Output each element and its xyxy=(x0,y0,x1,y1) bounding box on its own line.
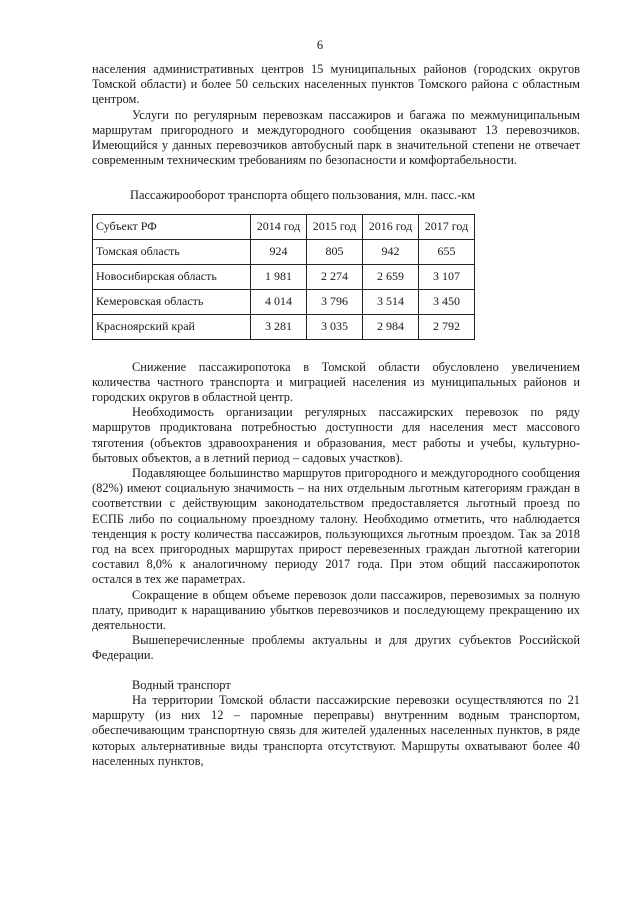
paragraph-reduction: Сокращение в общем объеме перевозок доли пассажиров, перевозимых за полную плату, приводит к наращиванию убытков перевозчиков и последующему прекращению их деятельности. xyxy=(92,587,580,633)
row-subject: Томская область xyxy=(93,239,251,264)
paragraph-problems: Вышеперечисленные проблемы актуальны и для других субъектов Российской Федерации. xyxy=(92,633,580,663)
row-subject: Красноярский край xyxy=(93,314,251,339)
paragraph-carriers: Услуги по регулярным перевозкам пассажиров и багажа по межмуниципальным маршрутам пригородного и междугородного сообщения оказывают 13 перевозчиков. Имеющийся у данных перевозчиков автобусный парк в значительной степени не отвечает современным техническим требованиям по безопасности и комфортабельности. xyxy=(92,107,580,168)
header-subject: Субъект РФ xyxy=(93,214,251,239)
cell-value: 942 xyxy=(363,239,419,264)
paragraph-water-transport: На территории Томской области пассажирские перевозки осуществляются по 21 маршруту (из них 12 – паромные переправы) внутренним водным транспортом, обеспечивающим транспортную связь для жителей удаленных населенных пунктов, в ряде которых альтернативные виды транспорта отсутствуют. Маршруты охватывают более 40 населенных пунктов, xyxy=(92,692,580,768)
cell-value: 3 450 xyxy=(419,289,475,314)
header-2016: 2016 год xyxy=(363,214,419,239)
cell-value: 3 035 xyxy=(307,314,363,339)
cell-value: 2 274 xyxy=(307,264,363,289)
cell-value: 2 659 xyxy=(363,264,419,289)
cell-value: 3 796 xyxy=(307,289,363,314)
cell-value: 3 107 xyxy=(419,264,475,289)
cell-value: 805 xyxy=(307,239,363,264)
cell-value: 924 xyxy=(251,239,307,264)
paragraph-necessity: Необходимость организации регулярных пассажирских перевозок по ряду маршрутов продиктована потребностью доступности для населения мест массового тяготения (объектов здравоохранения и образования, мест работы и учебы, культурно-бытовых объектов, а в летний период – садовых участков). xyxy=(92,405,580,465)
paragraph-decline: Снижение пассажиропотока в Томской области обусловлено увеличением количества частного транспорта и миграцией населения из муниципальных районов и городских округов в областной центр. xyxy=(92,359,580,405)
cell-value: 2 792 xyxy=(419,314,475,339)
section-title-water-transport: Водный транспорт xyxy=(132,677,231,692)
table-row xyxy=(93,264,475,289)
header-2015: 2015 год xyxy=(307,214,363,239)
header-2014: 2014 год xyxy=(251,214,307,239)
table-row xyxy=(93,289,475,314)
cell-value: 1 981 xyxy=(251,264,307,289)
paragraph-continuation: населения административных центров 15 муниципальных районов (городских округов Томской области) и более 50 сельских населенных пунктов Томского района с областным центром. xyxy=(92,62,580,107)
table-header-row xyxy=(93,214,475,239)
cell-value: 2 984 xyxy=(363,314,419,339)
row-subject: Новосибирская область xyxy=(93,264,251,289)
table-row xyxy=(93,314,475,339)
page-number: 6 xyxy=(316,38,324,52)
table-row xyxy=(93,239,475,264)
header-2017: 2017 год xyxy=(419,214,475,239)
table-caption: Пассажирооборот транспорта общего пользования, млн. пасс.-км xyxy=(130,188,476,203)
cell-value: 655 xyxy=(419,239,475,264)
cell-value: 3 514 xyxy=(363,289,419,314)
paragraph-social-routes: Подавляющее большинство маршрутов пригородного и междугородного сообщения (82%) имеют социальную значимость – на них отдельным льготным категориям граждан в соответствии с действующим законодательством предоставляется льготный проезд по ЕСПБ либо по социальному проездному талону. Необходимо отметить, что наблюдается тенденция к росту количества пассажиров, пользующихся льготным проездом. Так за 2018 год на всех пригородных маршрутах прирост перевезенных граждан льготной категории составил 8,0% к аналогичному периоду 2017 года. При этом общий пассажиропоток остался в тех же параметрах. xyxy=(92,466,580,587)
cell-value: 3 281 xyxy=(251,314,307,339)
row-subject: Кемеровская область xyxy=(93,289,251,314)
passenger-turnover-table xyxy=(92,214,475,340)
document-body xyxy=(92,62,580,769)
cell-value: 4 014 xyxy=(251,289,307,314)
